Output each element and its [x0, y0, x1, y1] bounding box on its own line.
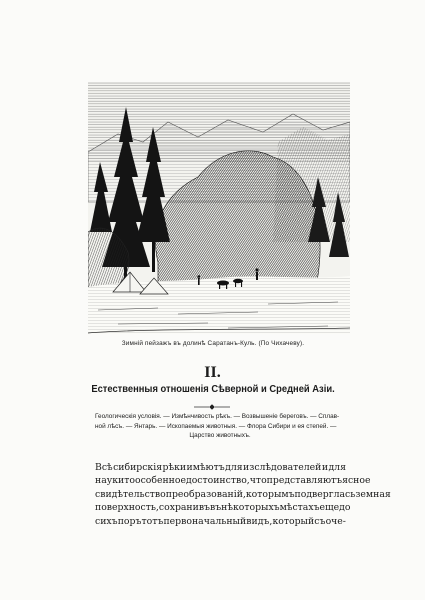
body-line: сихъ поръ тотъ первоначальный видъ, который съ оче- [95, 515, 346, 527]
decorative-ornament-divider [192, 403, 232, 411]
summary-line: Царство животныхъ. [189, 432, 251, 440]
body-line: Всѣ сибирскія рѣки имѣютъ для изслѣдователей и для [95, 462, 346, 473]
body-paragraph [95, 461, 391, 528]
chapter-summary [95, 412, 345, 441]
summary-line: Геологическія условія. — Измѣнчивость рѣкъ. — Возвышеніе береговъ. — Сплав- [95, 413, 340, 420]
body-line: поверхность, сохранивъ въ нѣкоторыхъ мѣстахъ еще до [95, 502, 351, 514]
chapter-numeral: II. [204, 364, 221, 381]
chapter-title: Естественныя отношенія Сѣверной и Средней Азіи. [91, 384, 335, 395]
body-line: свидѣтельство преобразованій, которымъ подверглась земная [95, 488, 391, 500]
figure-caption: Зимній пейзажъ въ долинѣ Саратанъ-Куль. (По Чихачеву). [121, 340, 305, 347]
body-line: науки то особенное достоинство, что представляютъ ясное [95, 475, 371, 487]
summary-line: ной лѣсъ. — Янтарь. — Ископаемыя животныя. — Флора Сибири и ея степей. — [95, 422, 337, 430]
winter-landscape-engraving [88, 82, 350, 334]
